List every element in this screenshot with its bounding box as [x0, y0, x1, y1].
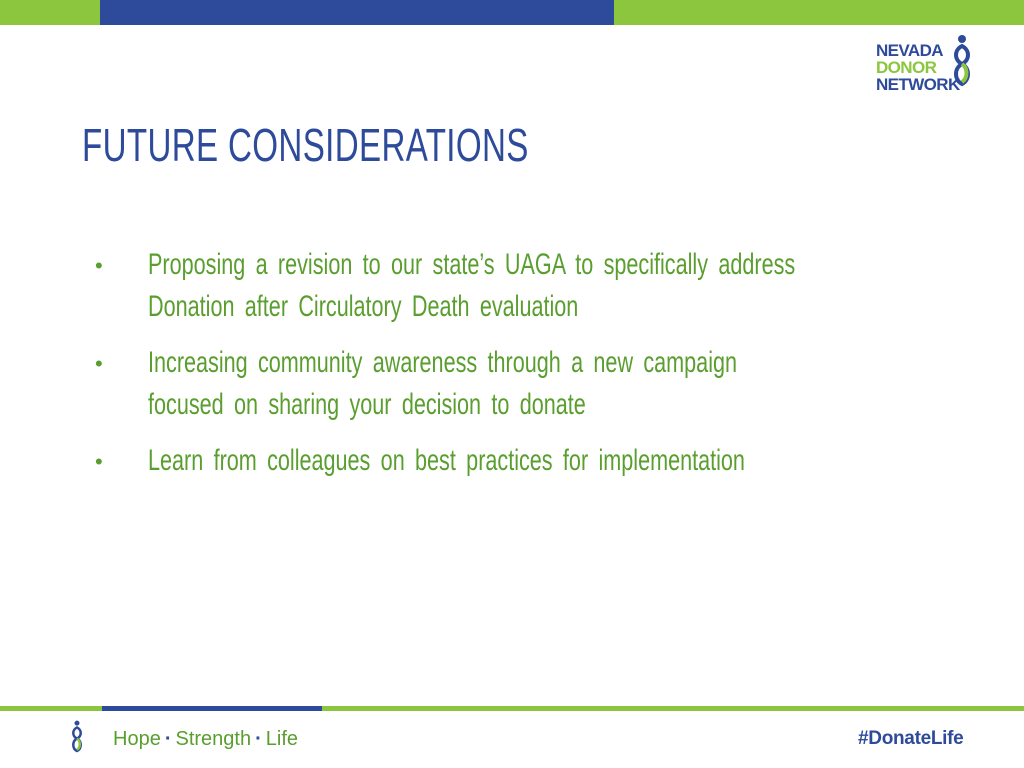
nevada-donor-network-logo	[872, 34, 972, 94]
top-bar-green-right	[614, 0, 1024, 25]
bullet-item-1	[95, 244, 995, 328]
logo-line-2: DONOR	[876, 58, 937, 77]
tagline-separator: ·	[164, 728, 172, 750]
bullet-text	[148, 244, 796, 328]
bullet-item-2	[95, 342, 995, 426]
top-bar-green-left	[0, 0, 100, 25]
bullet-dot-icon: •	[95, 449, 103, 474]
bullet-text	[148, 440, 758, 482]
donor-ribbon-figure-icon	[66, 720, 88, 756]
donate-life-hashtag: #DonateLife	[858, 728, 964, 749]
top-bar-blue	[100, 0, 614, 25]
bullet-dot-icon: •	[95, 351, 103, 376]
bullet-line: Increasing community awareness through a new campaign	[148, 346, 738, 379]
footer-divider-blue	[102, 706, 322, 711]
donor-ribbon-figure-icon	[952, 34, 972, 92]
tagline-hope: Hope	[113, 728, 161, 750]
bullet-item-3	[95, 440, 995, 482]
logo-line-1: NEVADA	[876, 41, 943, 60]
bullet-text	[148, 342, 758, 426]
bullet-list	[95, 244, 995, 496]
top-color-bar	[0, 0, 1024, 25]
tagline-separator: ·	[255, 728, 262, 750]
bullet-dot-icon: •	[95, 253, 103, 278]
bullet-line: Proposing a revision to our state’s UAGA to specifically address	[148, 248, 796, 281]
bullet-line: focused on sharing your decision to donate	[148, 388, 586, 421]
logo-line-3: NETWORK	[876, 75, 960, 94]
tagline-life: Life	[265, 728, 299, 750]
slide-title: FUTURE CONSIDERATIONS	[82, 119, 529, 171]
footer-tagline	[113, 728, 298, 751]
bullet-line: Donation after Circulatory Death evaluation	[148, 290, 579, 323]
tagline-strength: Strength	[175, 728, 252, 750]
footer-divider	[0, 706, 1024, 711]
bullet-line: Learn from colleagues on best practices for implementation	[148, 444, 745, 477]
